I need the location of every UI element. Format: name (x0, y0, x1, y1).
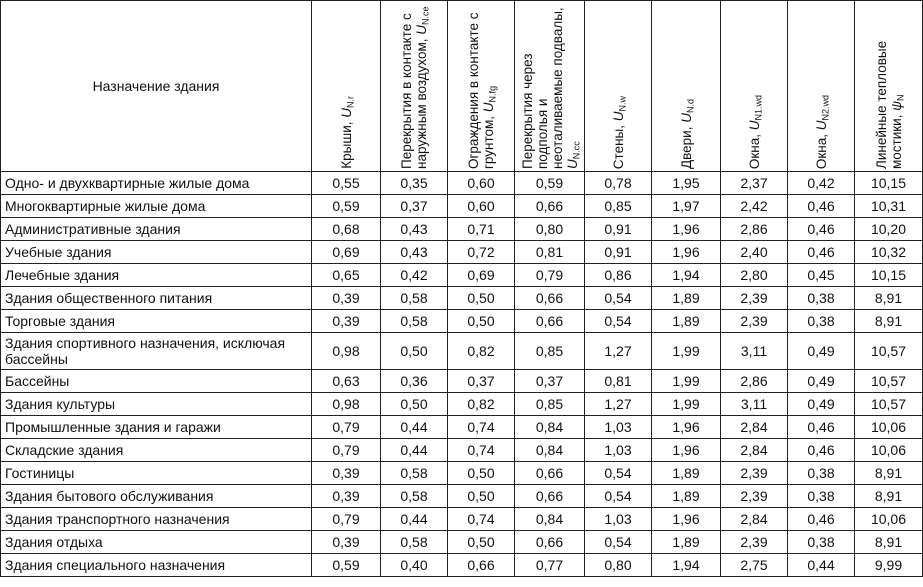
table-cell: 10,15 (855, 172, 923, 195)
table-cell: 0,58 (381, 462, 448, 485)
table-cell: 0,39 (312, 485, 381, 508)
table-cell: 0,46 (788, 218, 855, 241)
table-cell: 0,98 (312, 393, 381, 416)
table-cell: 1,97 (652, 195, 721, 218)
table-row (1, 393, 923, 416)
table-cell: 0,58 (381, 531, 448, 554)
table-cell: 1,94 (652, 554, 721, 577)
table-cell: 0,66 (515, 462, 585, 485)
table-cell: 0,46 (788, 508, 855, 531)
table-cell: 0,54 (585, 485, 652, 508)
row-building-name: Учебные здания (1, 241, 312, 264)
table-cell: 0,43 (381, 241, 448, 264)
table-cell: 0,54 (585, 462, 652, 485)
table-cell: 0,79 (312, 416, 381, 439)
table-row (1, 218, 923, 241)
table-cell: 1,03 (585, 416, 652, 439)
table-cell: 0,38 (788, 310, 855, 333)
table-cell: 10,57 (855, 333, 923, 370)
table-cell: 0,37 (381, 195, 448, 218)
table-cell: 0,85 (515, 333, 585, 370)
table-cell: 0,85 (515, 393, 585, 416)
table-cell: 10,15 (855, 264, 923, 287)
table-cell: 2,39 (721, 462, 788, 485)
table-cell: 1,89 (652, 531, 721, 554)
table-cell: 0,68 (312, 218, 381, 241)
table-cell: 0,55 (312, 172, 381, 195)
row-building-name: Торговые здания (1, 310, 312, 333)
table-cell: 0,85 (585, 195, 652, 218)
table-row (1, 172, 923, 195)
header-column (448, 1, 515, 172)
table-cell: 0,39 (312, 287, 381, 310)
table-cell: 0,44 (381, 508, 448, 531)
table-cell: 2,39 (721, 531, 788, 554)
table-cell: 0,74 (448, 439, 515, 462)
header-column (855, 1, 923, 172)
table-cell: 0,65 (312, 264, 381, 287)
row-building-name: Здания специального назначения (1, 554, 312, 577)
table-cell: 0,38 (788, 485, 855, 508)
row-building-name: Одно- и двухквартирные жилые дома (1, 172, 312, 195)
table-cell: 1,89 (652, 310, 721, 333)
table-cell: 2,40 (721, 241, 788, 264)
header-column (515, 1, 585, 172)
table-cell: 0,38 (788, 462, 855, 485)
table-row (1, 264, 923, 287)
table-cell: 10,32 (855, 241, 923, 264)
table-cell: 8,91 (855, 485, 923, 508)
header-label: Стены, $U_{N.w}$ (610, 95, 628, 169)
table-cell: 0,50 (381, 333, 448, 370)
table-cell: 0,60 (448, 195, 515, 218)
row-building-name: Здания общественного питания (1, 287, 312, 310)
table-row (1, 485, 923, 508)
header-label: Крыши, $U_{N.r}$ (338, 96, 356, 169)
table-cell: 0,69 (312, 241, 381, 264)
table-cell: 0,84 (515, 416, 585, 439)
table-cell: 0,66 (515, 531, 585, 554)
table-row (1, 287, 923, 310)
table-cell: 1,96 (652, 508, 721, 531)
table-cell: 2,84 (721, 508, 788, 531)
table-cell: 0,84 (515, 439, 585, 462)
table-cell: 0,81 (585, 370, 652, 393)
table-cell: 1,94 (652, 264, 721, 287)
header-column (721, 1, 788, 172)
table-cell: 0,80 (515, 218, 585, 241)
table-cell: 10,06 (855, 439, 923, 462)
table-cell: 8,91 (855, 462, 923, 485)
header-column (652, 1, 721, 172)
table-cell: 0,50 (448, 310, 515, 333)
table-cell: 0,37 (515, 370, 585, 393)
row-building-name: Административные здания (1, 218, 312, 241)
table-cell: 1,99 (652, 370, 721, 393)
table-cell: 0,54 (585, 287, 652, 310)
table-row (1, 370, 923, 393)
table-cell: 0,84 (515, 508, 585, 531)
table-cell: 0,81 (515, 241, 585, 264)
table-cell: 0,49 (788, 370, 855, 393)
table-cell: 0,72 (448, 241, 515, 264)
table-cell: 2,37 (721, 172, 788, 195)
table-cell: 10,06 (855, 416, 923, 439)
table-cell: 0,42 (381, 264, 448, 287)
header-column (788, 1, 855, 172)
table-cell: 0,44 (381, 416, 448, 439)
table-cell: 2,86 (721, 218, 788, 241)
table-cell: 0,86 (585, 264, 652, 287)
table-cell: 10,06 (855, 508, 923, 531)
table-cell: 8,91 (855, 287, 923, 310)
table-cell: 0,58 (381, 310, 448, 333)
table-cell: 2,39 (721, 485, 788, 508)
table-cell: 0,78 (585, 172, 652, 195)
table-cell: 0,66 (515, 287, 585, 310)
row-building-name: Гостиницы (1, 462, 312, 485)
table-cell: 10,20 (855, 218, 923, 241)
header-label: Перекрытия в контакте с наружным воздухом, $U_{N.ce}$ (399, 6, 431, 169)
table-cell: 0,49 (788, 393, 855, 416)
table-cell: 0,58 (381, 485, 448, 508)
table-cell: 1,96 (652, 241, 721, 264)
table-cell: 0,50 (448, 531, 515, 554)
table-cell: 1,96 (652, 439, 721, 462)
table-cell: 0,66 (515, 195, 585, 218)
table-cell: 0,49 (788, 333, 855, 370)
row-building-name: Складские здания (1, 439, 312, 462)
table-cell: 8,91 (855, 310, 923, 333)
table-cell: 2,39 (721, 287, 788, 310)
table-row (1, 439, 923, 462)
header-label: Окна, $U_{N2.wd}$ (813, 94, 831, 169)
table-cell: 1,89 (652, 462, 721, 485)
header-column (312, 1, 381, 172)
table-cell: 0,43 (381, 218, 448, 241)
table-cell: 0,54 (585, 531, 652, 554)
table-cell: 2,39 (721, 310, 788, 333)
table-cell: 0,91 (585, 218, 652, 241)
row-building-name: Здания транспортного назначения (1, 508, 312, 531)
table-row (1, 508, 923, 531)
table-cell: 0,74 (448, 508, 515, 531)
table-row (1, 310, 923, 333)
table-cell: 1,27 (585, 333, 652, 370)
table-cell: 1,95 (652, 172, 721, 195)
row-building-name: Здания культуры (1, 393, 312, 416)
table-cell: 0,46 (788, 195, 855, 218)
table-body (1, 172, 923, 577)
table-cell: 0,60 (448, 172, 515, 195)
table-cell: 0,79 (312, 508, 381, 531)
table-cell: 0,35 (381, 172, 448, 195)
table-cell: 1,03 (585, 508, 652, 531)
table-cell: 0,38 (788, 287, 855, 310)
header-label: Линейные тепловые мостики, $\psi_N$ (873, 40, 906, 169)
table-cell: 2,75 (721, 554, 788, 577)
table-cell: 0,71 (448, 218, 515, 241)
table-cell: 2,86 (721, 370, 788, 393)
table-cell: 1,96 (652, 416, 721, 439)
table-cell: 0,98 (312, 333, 381, 370)
table-cell: 2,80 (721, 264, 788, 287)
table-cell: 0,66 (515, 310, 585, 333)
table-row (1, 462, 923, 485)
table-cell: 0,66 (515, 485, 585, 508)
table-cell: 0,45 (788, 264, 855, 287)
table-cell: 2,42 (721, 195, 788, 218)
table-cell: 0,44 (381, 439, 448, 462)
row-building-name: Бассейны (1, 370, 312, 393)
table-cell: 3,11 (721, 393, 788, 416)
table-cell: 10,31 (855, 195, 923, 218)
table-cell: 0,54 (585, 310, 652, 333)
table-row (1, 241, 923, 264)
table-cell: 0,91 (585, 241, 652, 264)
table-cell: 0,59 (515, 172, 585, 195)
table-cell: 0,50 (448, 485, 515, 508)
table-cell: 0,40 (381, 554, 448, 577)
table-cell: 0,37 (448, 370, 515, 393)
table-cell: 9,99 (855, 554, 923, 577)
table-cell: 0,79 (515, 264, 585, 287)
table-cell: 0,77 (515, 554, 585, 577)
table-cell: 0,66 (448, 554, 515, 577)
header-building-purpose: Назначение здания (1, 1, 312, 172)
table-cell: 0,39 (312, 310, 381, 333)
row-building-name: Многоквартирные жилые дома (1, 195, 312, 218)
header-label: Двери, $U_{N.d}$ (678, 99, 696, 169)
table-cell: 8,91 (855, 531, 923, 554)
table-cell: 0,79 (312, 439, 381, 462)
row-building-name: Лечебные здания (1, 264, 312, 287)
table-cell: 1,99 (652, 333, 721, 370)
table-cell: 0,69 (448, 264, 515, 287)
table-row (1, 554, 923, 577)
table-cell: 0,50 (448, 462, 515, 485)
table-cell: 0,46 (788, 241, 855, 264)
table-cell: 0,42 (788, 172, 855, 195)
row-building-name: Здания спортивного назначения, исключая бассейны (1, 333, 312, 370)
table-cell: 1,99 (652, 393, 721, 416)
header-column (381, 1, 448, 172)
header-label: Окна, $U_{N1.wd}$ (746, 94, 764, 169)
table-cell: 0,80 (585, 554, 652, 577)
table-cell: 1,27 (585, 393, 652, 416)
table-cell: 0,74 (448, 416, 515, 439)
table-cell: 0,58 (381, 287, 448, 310)
table-cell: 0,39 (312, 462, 381, 485)
table-cell: 2,84 (721, 416, 788, 439)
row-building-name: Здания бытового обслуживания (1, 485, 312, 508)
row-building-name: Промышленные здания и гаражи (1, 416, 312, 439)
table-cell: 10,57 (855, 393, 923, 416)
table-header (1, 1, 923, 172)
table-cell: 1,96 (652, 218, 721, 241)
row-building-name: Здания отдыха (1, 531, 312, 554)
table-cell: 10,57 (855, 370, 923, 393)
table-cell: 0,50 (448, 287, 515, 310)
table-cell: 0,82 (448, 333, 515, 370)
table-row (1, 195, 923, 218)
header-label: Ограждения в контакте с грунтом, $U_{N.fg}$ (466, 12, 498, 169)
table-cell: 0,59 (312, 195, 381, 218)
table-cell: 0,46 (788, 416, 855, 439)
table-row (1, 333, 923, 370)
table-cell: 0,63 (312, 370, 381, 393)
table-cell: 0,44 (788, 554, 855, 577)
table-cell: 1,89 (652, 287, 721, 310)
header-label: Перекрытия через подполья и неоталиваемые подвалы, $U_{N.cc}$ (519, 7, 582, 169)
table-cell: 3,11 (721, 333, 788, 370)
table-cell: 0,39 (312, 531, 381, 554)
table-cell: 0,82 (448, 393, 515, 416)
table-cell: 0,46 (788, 439, 855, 462)
table-cell: 0,59 (312, 554, 381, 577)
table-cell: 1,89 (652, 485, 721, 508)
table-row (1, 416, 923, 439)
table-cell: 1,03 (585, 439, 652, 462)
header-column (585, 1, 652, 172)
table-cell: 0,50 (381, 393, 448, 416)
table-cell: 0,38 (788, 531, 855, 554)
table-row (1, 531, 923, 554)
table-cell: 0,36 (381, 370, 448, 393)
table-cell: 2,84 (721, 439, 788, 462)
